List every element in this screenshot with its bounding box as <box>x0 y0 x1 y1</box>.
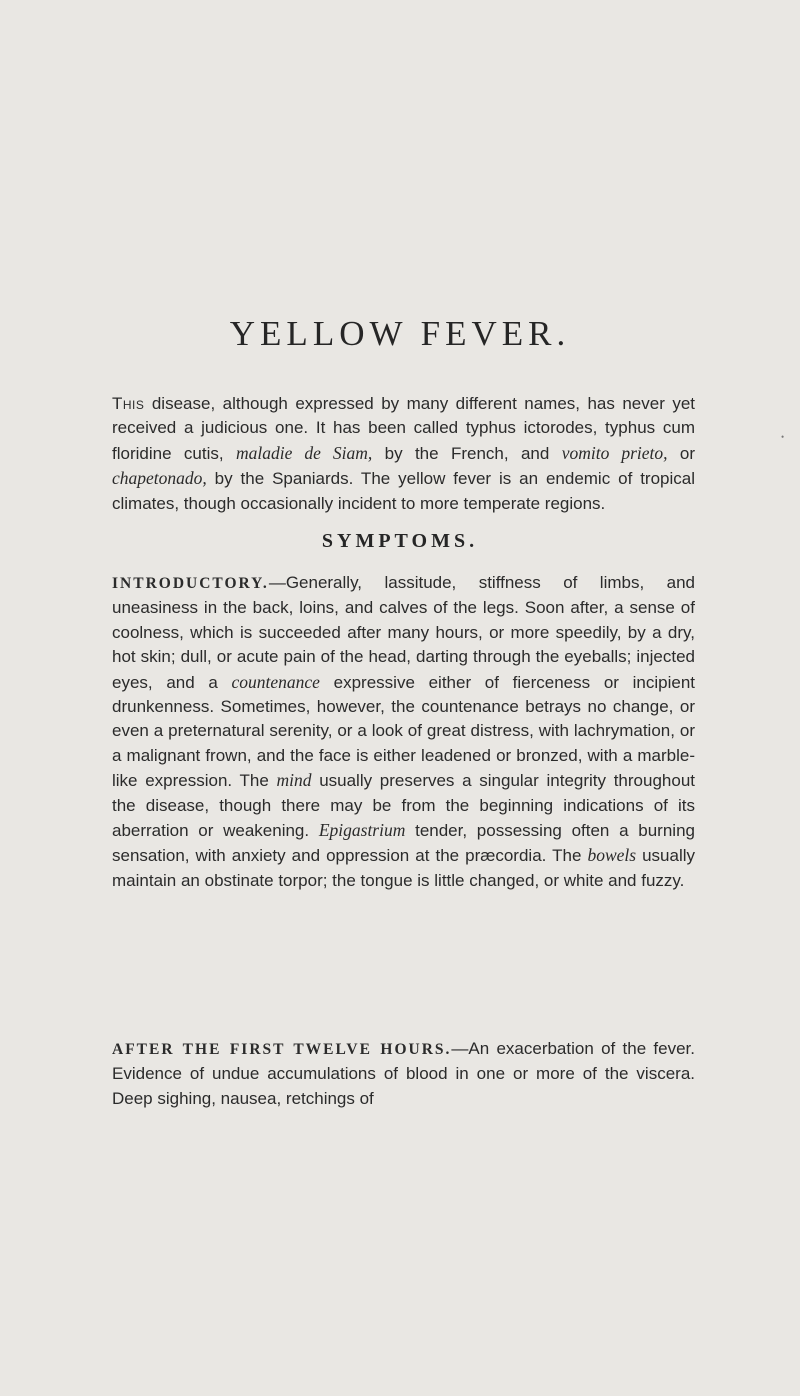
margin-mark: • <box>781 432 785 442</box>
introductory-italic-1: countenance <box>231 671 320 692</box>
introductory-italic-2: mind <box>276 770 312 791</box>
intro-text-4: by the Spaniards. The yellow fever is an endemic of tropical climates, though occasionally incident to more temperate regions. <box>112 469 695 513</box>
intro-text-2: by the French, and <box>372 443 562 463</box>
introductory-italic-4: bowels <box>587 845 637 866</box>
introductory-text-4: tender, possessing often a burning sensation, with anxiety and oppression at the præcordia. The <box>112 821 695 866</box>
introductory-paragraph <box>112 571 695 893</box>
introductory-text-2: expressive either of fierceness or incipient drunkenness. Sometimes, however, the countenance betrays no change, or even a preternatural serenity, or a look of great distress, with lachrymation, or a malignant frown, and the face is either leadened or bronzed, with a marble-like expression. The <box>112 672 695 791</box>
intro-text-3: or <box>667 443 695 463</box>
introductory-text-1: —Generally, lassitude, stiffness of limbs, and uneasiness in the back, loins, and calves of the legs. Soon after, a sense of coolness, which is succeeded after many hours, or more speedily, by a dry, hot skin; dull, or acute pain of the head, darting through the eyeballs; injected eyes, and a <box>112 573 695 692</box>
intro-italic-3: chapetonado, <box>112 468 207 489</box>
intro-paragraph <box>112 392 695 516</box>
page-title: YELLOW FEVER. <box>229 314 571 353</box>
introductory-text-3: usually preserves a singular integrity throughout the disease, though there may be from the beginning indications of its aberration or weakening. <box>112 771 695 841</box>
symptoms-heading: SYMPTOMS. <box>321 530 479 552</box>
intro-text-1: disease, although expressed by many different names, has never yet received a judicious one. It has been called typhus ictorodes, typhus cum floridine cutis, <box>112 394 695 463</box>
after-twelve-lead: AFTER THE FIRST TWELVE HOURS. <box>112 1041 452 1058</box>
intro-lead: This <box>112 394 145 413</box>
after-twelve-hours-paragraph <box>112 1037 695 1111</box>
after-twelve-text-1: —An exacerbation of the fever. Evidence of undue accumulations of blood in one or more of the viscera. Deep sighing, nausea, retchings of <box>112 1039 695 1108</box>
introductory-italic-3: Epigastrium <box>318 820 406 841</box>
introductory-lead: INTRODUCTORY. <box>112 575 269 592</box>
introductory-text-5: usually maintain an obstinate torpor; the tongue is little changed, or white and fuzzy. <box>112 846 696 890</box>
intro-italic-1: maladie de Siam, <box>235 442 373 463</box>
intro-italic-2: vomito prieto, <box>561 442 668 463</box>
